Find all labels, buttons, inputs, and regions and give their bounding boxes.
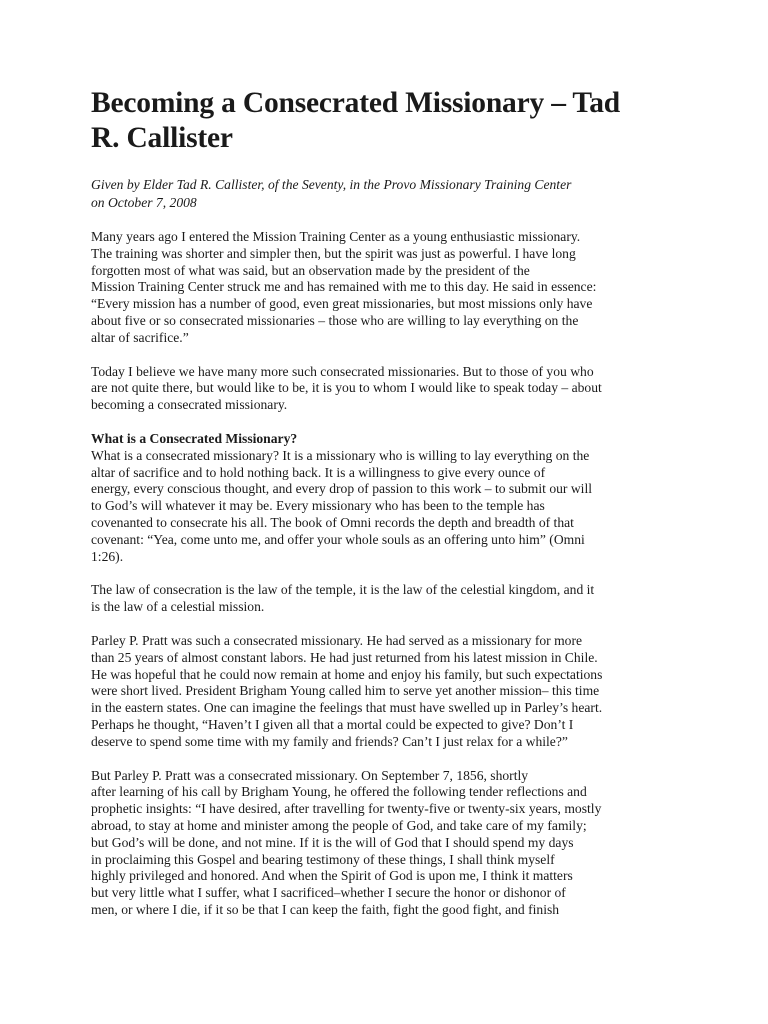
paragraph-line: prophetic insights: “I have desired, after travelling for twenty-five or twenty-six years, mostly <box>91 801 602 817</box>
paragraph-law <box>91 582 691 616</box>
paragraph-line: altar of sacrifice.” <box>91 329 189 345</box>
paragraph-line: energy, every conscious thought, and every drop of passion to this work – to submit our will <box>91 481 593 497</box>
paragraph-line: covenant: “Yea, come unto me, and offer your whole souls as an offering unto him” (Omni <box>91 531 585 547</box>
paragraph-line: The law of consecration is the law of the temple, it is the law of the celestial kingdom, and it <box>91 582 595 598</box>
paragraph-line: deserve to spend some time with my family and friends? Can’t I just relax for a while?” <box>91 733 568 749</box>
paragraph-line: after learning of his call by Brigham Young, he offered the following tender reflections and <box>91 784 587 800</box>
paragraph-line: Mission Training Center struck me and has remained with me to this day. He said in essence: <box>91 279 597 295</box>
title-line: Becoming a Consecrated Missionary – Tad <box>91 87 620 119</box>
title-line: R. Callister <box>91 122 233 154</box>
paragraph-line: men, or where I die, if it so be that I can keep the faith, fight the good fight, and finish <box>91 901 560 917</box>
section-heading: What is a Consecrated Missionary? <box>91 430 298 446</box>
paragraph-line: highly privileged and honored. And when the Spirit of God is upon me, I think it matters <box>91 868 573 884</box>
paragraph-line: The training was shorter and simpler then, but the spirit was just as powerful. I have long <box>91 245 576 261</box>
paragraph-line: than 25 years of almost constant labors. He had just returned from his latest mission in Chile. <box>91 649 598 665</box>
paragraph-line: to God’s will whatever it may be. Every missionary who has been to the temple has <box>91 498 545 514</box>
paragraph-line: “Every mission has a number of good, even great missionaries, but most missions only have <box>91 296 593 312</box>
paragraph-line: Parley P. Pratt was such a consecrated missionary. He had served as a missionary for more <box>91 632 583 648</box>
paragraph-line: But Parley P. Pratt was a consecrated missionary. On September 7, 1856, shortly <box>91 767 529 783</box>
paragraph-line: Perhaps he thought, “Haven’t I given all that a mortal could be expected to give? Don’t I <box>91 716 574 732</box>
document-content <box>91 86 691 919</box>
paragraph-line: in proclaiming this Gospel and bearing testimony of these things, I shall think myself <box>91 851 555 867</box>
paragraph-line: He was hopeful that he could now remain at home and enjoy his family, but such expectations <box>91 666 603 682</box>
paragraph-line: What is a consecrated missionary? It is a missionary who is willing to lay everything on the <box>91 447 590 463</box>
paragraph-line: altar of sacrifice and to hold nothing back. It is a willingness to give every ounce of <box>91 464 546 480</box>
paragraph-line: but God’s will be done, and not mine. If it is the will of God that I should spend my days <box>91 834 574 850</box>
paragraph-what-is <box>91 431 691 565</box>
paragraph-line: but very little what I suffer, what I sacrificed–whether I secure the honor or dishonor of <box>91 885 566 901</box>
paragraph-line: abroad, to stay at home and minister among the people of God, and take care of my family; <box>91 817 587 833</box>
paragraph-intro <box>91 229 691 347</box>
paragraph-line: in the eastern states. One can imagine the feelings that must have swelled up in Parley’s heart. <box>91 700 603 716</box>
paragraph-line: Today I believe we have many more such consecrated missionaries. But to those of you who <box>91 363 594 379</box>
paragraph-line: 1:26). <box>91 548 124 564</box>
document-title <box>91 86 691 156</box>
paragraph-line: forgotten most of what was said, but an observation made by the president of the <box>91 262 530 278</box>
paragraph-reflections <box>91 768 691 919</box>
paragraph-line: is the law of a celestial mission. <box>91 599 265 615</box>
paragraph-line: are not quite there, but would like to be, it is you to whom I would like to speak today – about <box>91 380 602 396</box>
paragraph-line: covenanted to consecrate his all. The book of Omni records the depth and breadth of that <box>91 514 574 530</box>
paragraph-line: Many years ago I entered the Mission Training Center as a young enthusiastic missionary. <box>91 229 581 244</box>
paragraph-line: becoming a consecrated missionary. <box>91 397 288 413</box>
paragraph-parley <box>91 633 691 751</box>
byline <box>91 176 691 211</box>
paragraph-line: were short lived. President Brigham Young called him to serve yet another mission– this time <box>91 683 600 699</box>
paragraph-line: about five or so consecrated missionaries – those who are willing to lay everything on the <box>91 312 579 328</box>
paragraph-today <box>91 364 691 414</box>
byline-line: Given by Elder Tad R. Callister, of the Seventy, in the Provo Missionary Training Center <box>91 177 572 192</box>
byline-line: on October 7, 2008 <box>91 194 197 210</box>
